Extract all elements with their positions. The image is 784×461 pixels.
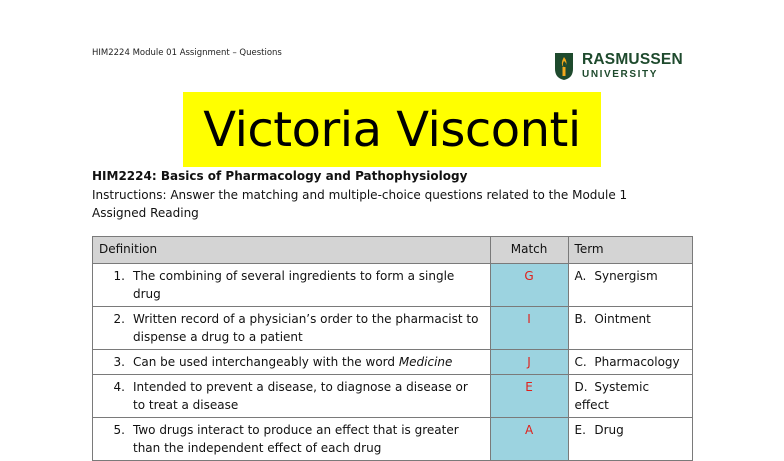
definition-cell [93,307,491,350]
term-cell [568,375,692,418]
table-row [93,375,693,418]
definition-text: Intended to prevent a disease, to diagnose a disease or to treat a disease [133,380,468,412]
logo-subtitle: UNIVERSITY [582,68,659,80]
definition-cell [93,350,491,375]
logo-wordmark: RASMUSSEN [582,51,683,69]
definition-text: The combining of several ingredients to form a single drug [133,269,455,301]
document-header-note: HIM2224 Module 01 Assignment – Questions [92,48,282,58]
definition-cell [93,375,491,418]
matching-table [92,236,693,461]
match-answer[interactable]: J [490,350,568,375]
term-text: Drug [594,423,624,437]
term-letter: C. [574,355,587,369]
student-name-banner [183,92,601,167]
match-answer[interactable]: A [490,418,568,461]
term-text: Pharmacology [594,355,680,369]
row-number: 4. [113,380,125,394]
table-row [93,350,693,375]
match-answer[interactable]: E [490,375,568,418]
row-number: 1. [113,269,125,283]
instructions-text: Instructions: Answer the matching and multiple-choice questions related to the Module 1 Assigned Reading [92,188,628,220]
term-text: Ointment [594,312,651,326]
definition-text-emphasis: Medicine [398,355,453,369]
term-text: Systemic effect [574,380,650,412]
definition-header: Definition [93,237,491,264]
torch-icon [553,51,575,81]
table-row [93,418,693,461]
term-cell [568,418,692,461]
definition-cell [93,418,491,461]
row-number: 5. [113,423,125,437]
course-title: HIM2224: Basics of Pharmacology and Pathophysiology [92,169,468,183]
table-header-row [93,237,693,264]
table-row [93,264,693,307]
term-cell [568,264,692,307]
term-letter: A. [574,269,587,283]
match-header: Match [490,237,568,264]
match-answer[interactable]: I [490,307,568,350]
definition-text: Written record of a physician’s order to the pharmacist to dispense a drug to a patient [133,312,479,344]
definition-text [133,353,484,371]
term-cell [568,307,692,350]
term-text: Synergism [594,269,658,283]
table-row [93,307,693,350]
university-logo [553,49,693,83]
term-letter: B. [574,312,587,326]
term-letter: E. [574,423,586,437]
term-cell [568,350,692,375]
definition-text-plain: Can be used interchangeably with the word [133,355,399,369]
term-header: Term [568,237,692,264]
definition-text: Two drugs interact to produce an effect that is greater than the independent effect of each drug [133,423,459,455]
row-number: 3. [113,355,125,369]
definition-cell [93,264,491,307]
student-name: Victoria Visconti [203,101,581,158]
match-answer[interactable]: G [490,264,568,307]
row-number: 2. [113,312,125,326]
term-letter: D. [574,380,588,394]
